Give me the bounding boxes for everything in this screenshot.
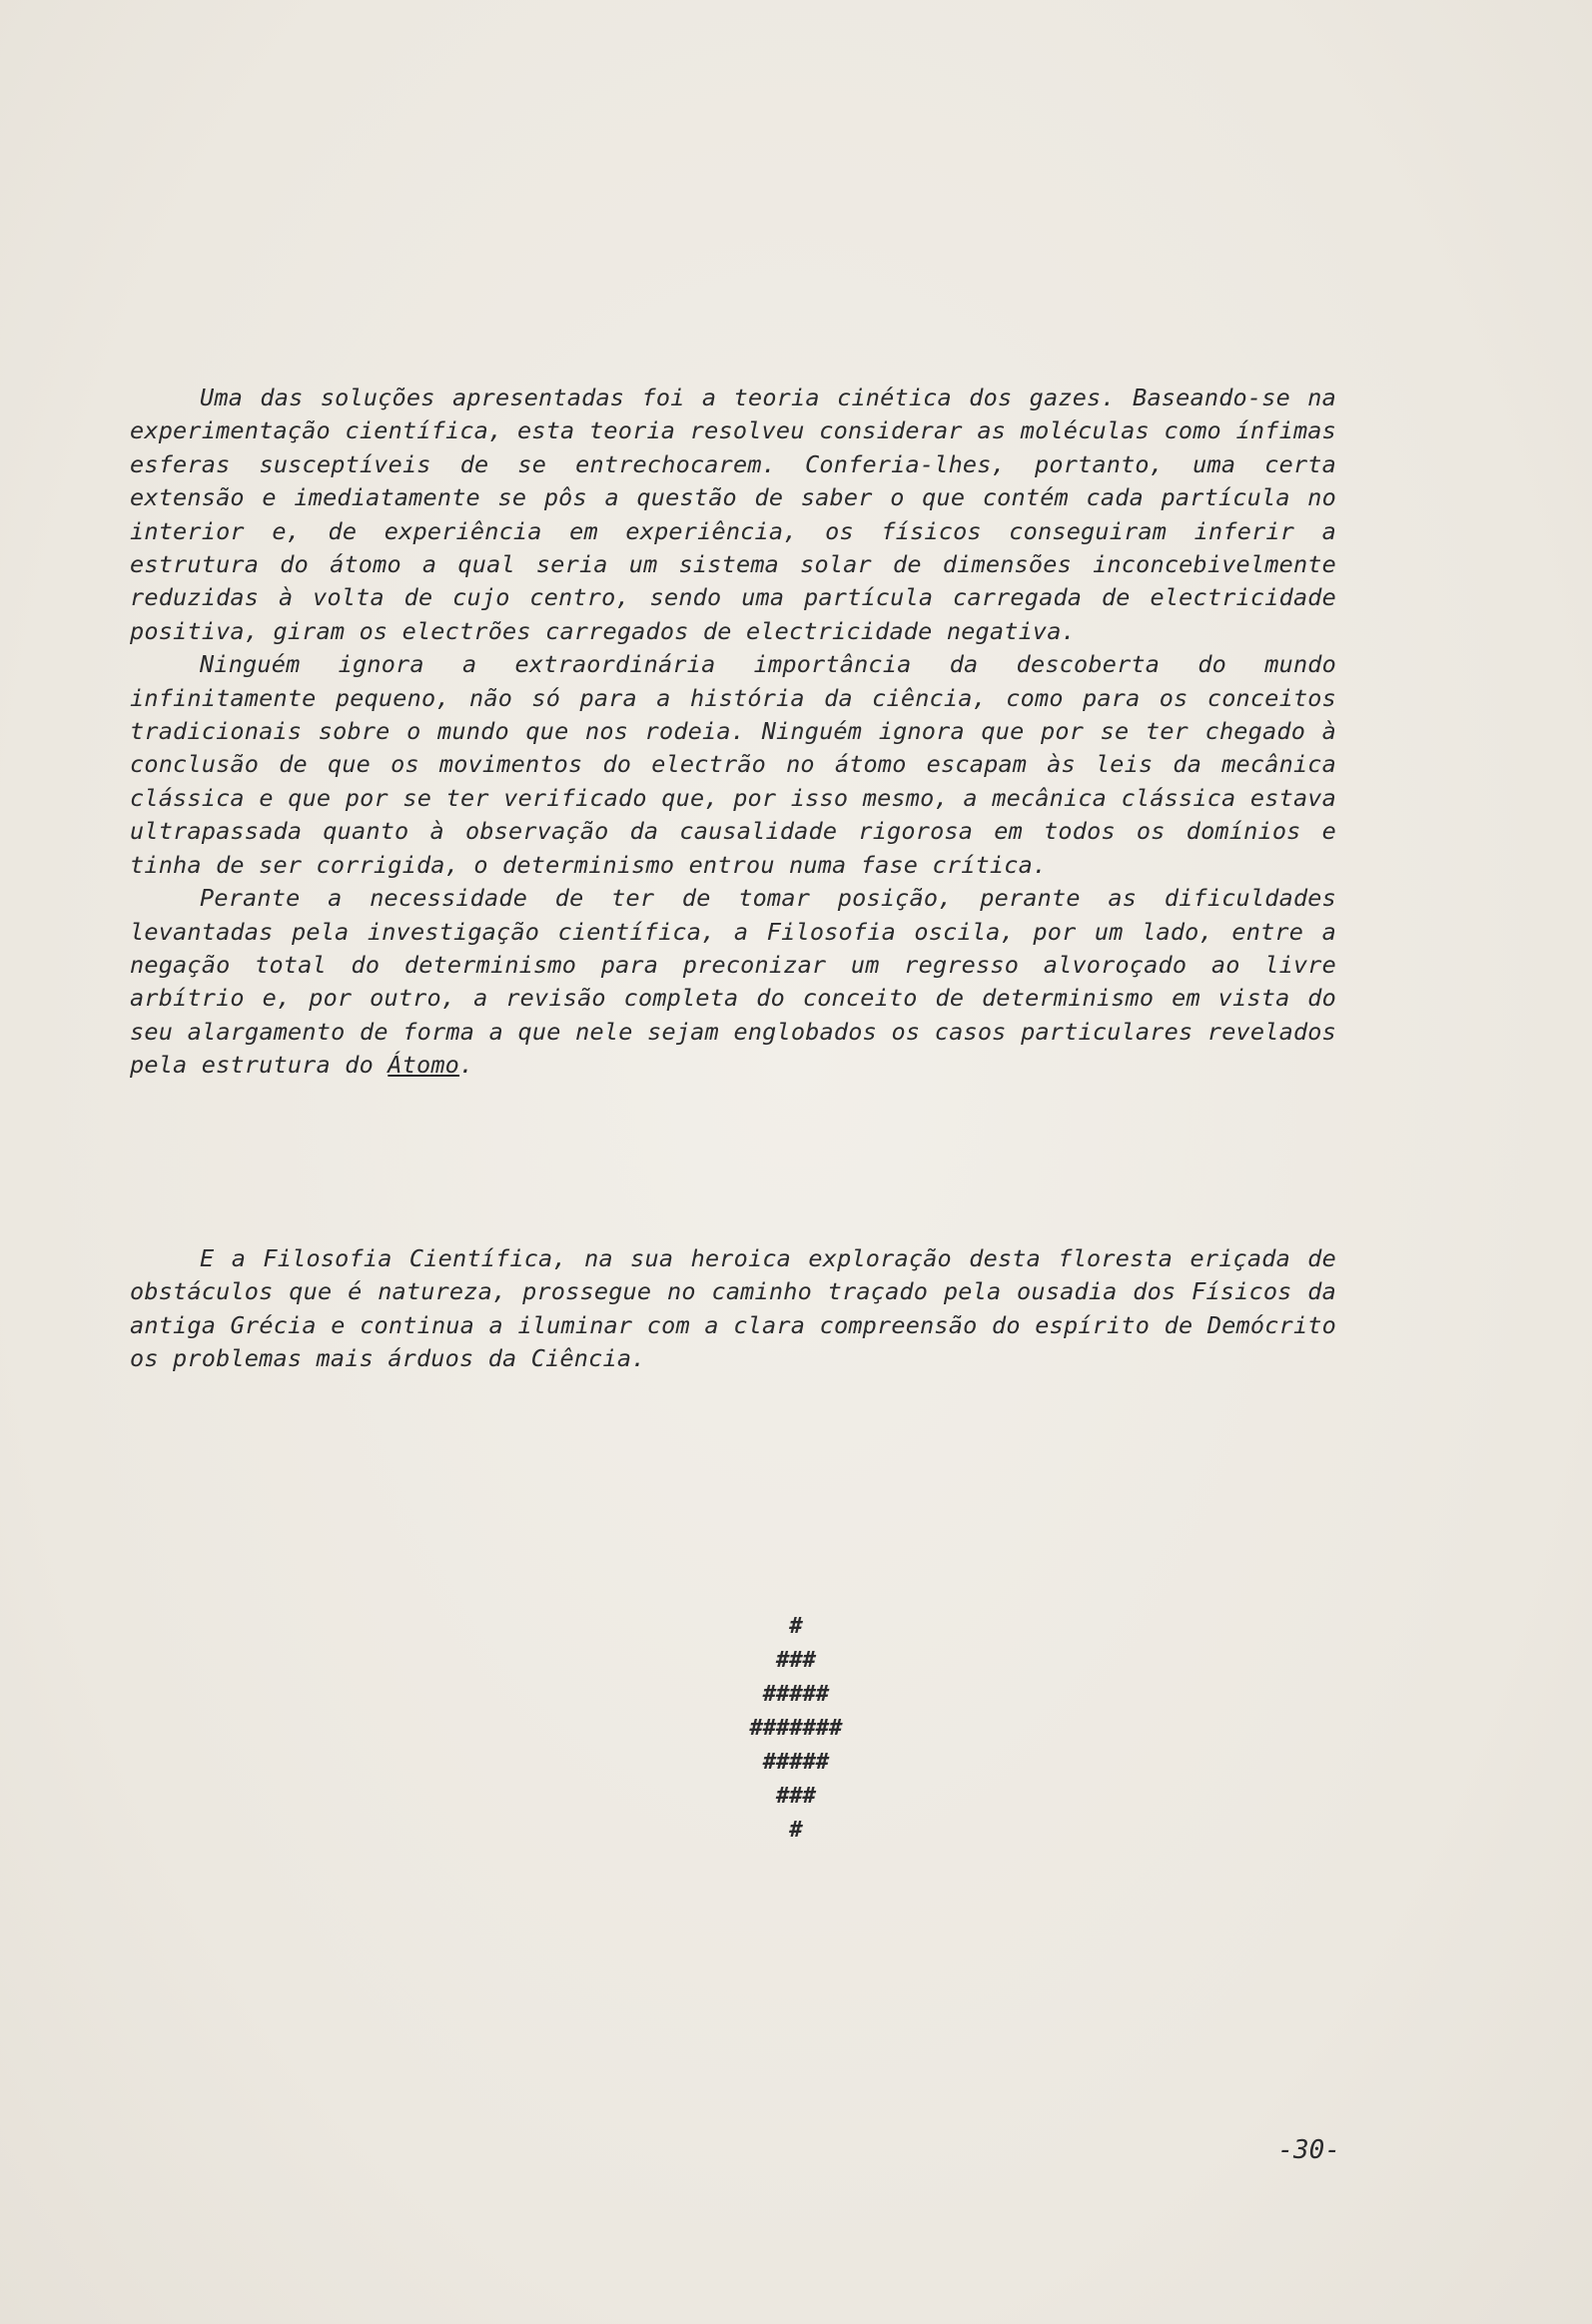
ornament-row: #######: [749, 1716, 843, 1741]
ornament-row: #: [789, 1818, 803, 1843]
paragraph-kinetic-theory: Uma das soluções apresentadas foi a teoria cinética dos gazes. Baseando-se na experimentação científica, esta teoria resolveu considerar as moléculas como ínfimas esferas susceptíveis de se entrechocarem. Conferia-lhes, portanto, uma certa extensão e imediatamente se pôs a questão de saber o que contém cada partícula no interior e, de experiência em experiência, os físicos conseguiram inferir a estrutura do átomo a qual seria um sistema solar de dimensões inconcebivelmente reduzidas à volta de cujo centro, sendo uma partícula carregada de electricidade positiva, giram os electrões carregados de electricidade negativa.: [130, 384, 1336, 645]
page-number: -30-: [1277, 2135, 1340, 2165]
paragraph-philosophy-determinism: [130, 882, 1336, 1082]
paragraph-end-period: .: [459, 1051, 474, 1080]
main-text-block: [130, 382, 1336, 1083]
hash-diamond-ornament: [0, 1610, 1592, 1848]
ornament-row: #: [789, 1614, 803, 1639]
closing-text-block: [130, 1242, 1336, 1376]
underlined-atom-word: Átomo: [388, 1051, 460, 1080]
paragraph-philosophy-text: Perante a necessidade de ter de tomar posição, perante as dificuldades levantadas pela investigação científica, a Filosofia oscila, por um lado, entre a negação total do determinismo para preconizar um regresso alvoroçado ao livre arbítrio e, por outro, a revisão completa do conceito de determinismo em vista do seu alargamento de forma a que nele sejam englobados os casos particulares revelados pela estrutura do: [130, 884, 1336, 1080]
ornament-row: ###: [776, 1784, 816, 1809]
ornament-row: ###: [776, 1648, 816, 1673]
paragraph-scientific-philosophy: E a Filosofia Científica, na sua heroica exploração desta floresta eriçada de obstáculos que é natureza, prossegue no caminho traçado pela ousadia dos Físicos da antiga Grécia e continua a iluminar com a clara compreensão do espírito de Demócrito os problemas mais árduos da Ciência.: [130, 1244, 1336, 1373]
ornament-row: #####: [762, 1682, 830, 1707]
ornament-row: #####: [762, 1750, 830, 1775]
paragraph-infinitely-small: Ninguém ignora a extraordinária importância da descoberta do mundo infinitamente pequeno, não só para a história da ciência, como para os conceitos tradicionais sobre o mundo que nos rodeia. Ninguém ignora que por se ter chegado à conclusão de que os movimentos do electrão no átomo escapam às leis da mecânica clássica e que por se ter verificado que, por isso mesmo, a mecânica clássica estava ultrapassada quanto à observação da causalidade rigorosa em todos os domínios e tinha de ser corrigida, o determinismo entrou numa fase crítica.: [130, 650, 1336, 879]
